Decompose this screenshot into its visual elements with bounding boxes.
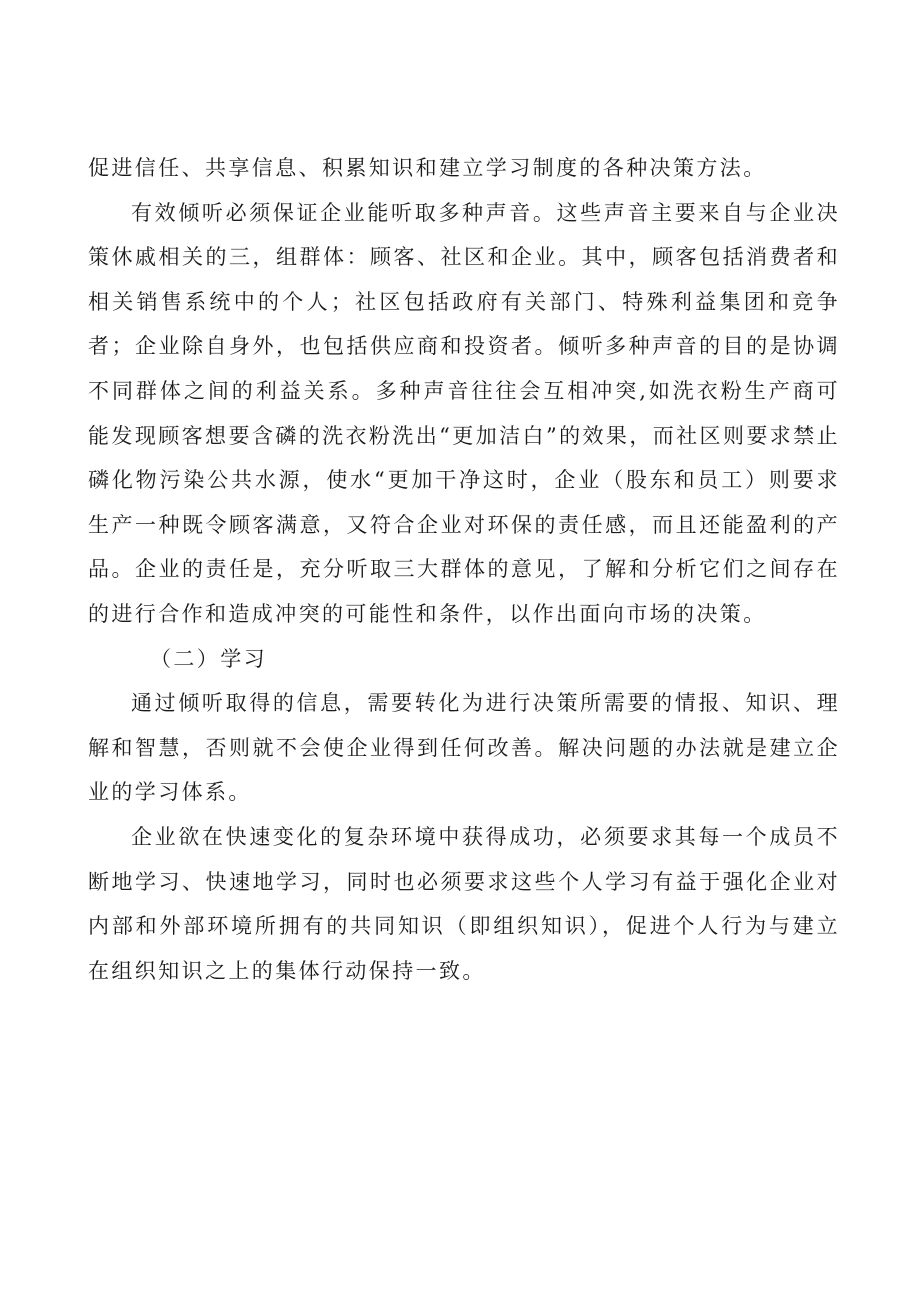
paragraph-learning-info: 通过倾听取得的信息，需要转化为进行决策所需要的情报、知识、理解和智慧，否则就不会使企业得到任何改善。解决问题的办法就是建立企业的学习体系。 xyxy=(88,691,840,805)
paragraph-learning-org: 企业欲在快速变化的复杂环境中获得成功，必须要求其每一个成员不断地学习、快速地学习，同时也必须要求这些个人学习有益于强化企业对内部和外部环境所拥有的共同知识（即组织知识），促进个人行为与建立在组织知识之上的集体行动保持一致。 xyxy=(88,824,840,983)
document-page xyxy=(88,146,840,993)
paragraph-continuation: 促进信任、共享信息、积累知识和建立学习制度的各种决策方法。 xyxy=(88,156,767,180)
paragraph-listening: 有效倾听必须保证企业能听取多种声音。这些声音主要来自与企业决策休戚相关的三，组群体：顾客、社区和企业。其中，顾客包括消费者和相关销售系统中的个人；社区包括政府有关部门、特殊利益集团和竞争者；企业除自身外，也包括供应商和投资者。倾听多种声音的目的是协调不同群体之间的利益关系。多种声音往往会互相冲突,如洗衣粉生产商可能发现顾客想要含磷的洗衣粉洗出“更加洁白”的效果，而社区则要求禁止磷化物污染公共水源，使水“更加干净这时，企业（股东和员工）则要求生产一种既令顾客满意，又符合企业对环保的责任感，而且还能盈利的产品。企业的责任是，充分听取三大群体的意见，了解和分析它们之间存在的进行合作和造成冲突的可能性和条件，以作出面向市场的决策。 xyxy=(88,200,840,626)
section-heading-learning: （二）学习 xyxy=(150,646,267,671)
